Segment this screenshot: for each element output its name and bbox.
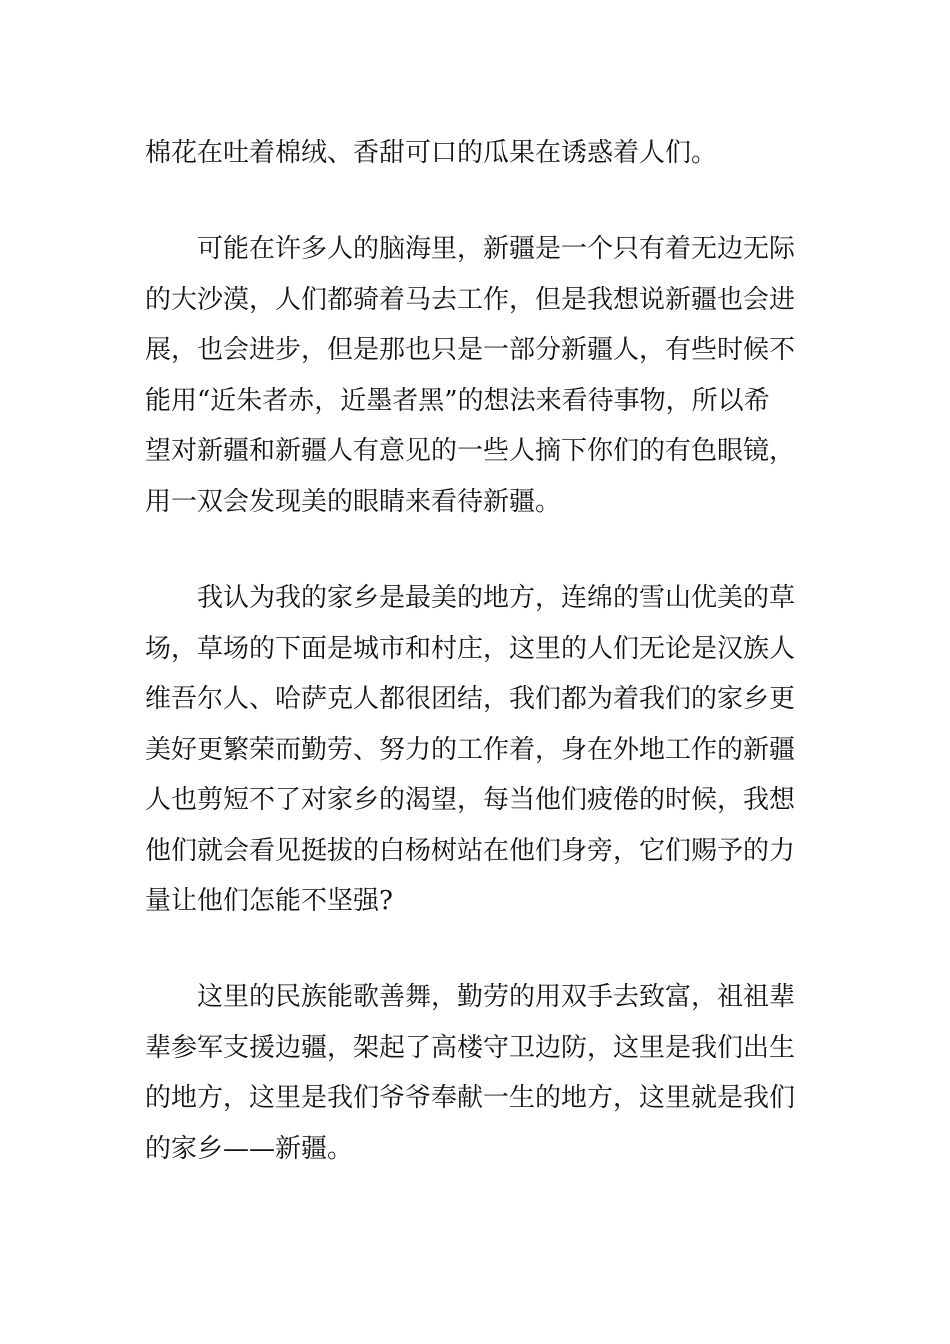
paragraph-line: 能用“近朱者赤，近墨者黑”的想法来看待事物，所以希 <box>145 385 770 416</box>
paragraph-4 <box>145 972 815 1174</box>
paragraph-line: 的家乡——新疆。 <box>145 1133 354 1164</box>
paragraph-line: 量让他们怎能不坚强? <box>145 886 393 916</box>
paragraph-line: 棉花在吐着棉绒、香甜可口的瓜果在诱惑着人们。 <box>145 138 718 168</box>
paragraph-line: 维吾尔人、哈萨克人都很团结，我们都为着我们的家乡更 <box>145 684 796 714</box>
paragraph-line: 望对新疆和新疆人有意见的一些人摘下你们的有色眼镜， <box>145 436 796 466</box>
paragraph-1 <box>145 128 815 179</box>
paragraph-line: 用一双会发现美的眼睛来看待新疆。 <box>145 486 562 517</box>
paragraph-2 <box>145 224 815 527</box>
paragraph-line: 他们就会看见挺拔的白杨树站在他们身旁，它们赐予的力 <box>145 835 796 866</box>
paragraph-line: 人也剪短不了对家乡的渴望，每当他们疲倦的时候，我想 <box>145 785 796 815</box>
paragraph-line: 辈参军支援边疆，架起了高楼守卫边防，这里是我们出生 <box>145 1032 796 1063</box>
paragraph-line: 的地方，这里是我们爷爷奉献一生的地方，这里就是我们 <box>145 1083 796 1113</box>
paragraph-line: 我认为我的家乡是最美的地方，连绵的雪山优美的草 <box>197 583 796 613</box>
paragraph-line: 场，草场的下面是城市和村庄，这里的人们无论是汉族人 <box>145 633 796 664</box>
paragraph-line: 这里的民族能歌善舞，勤劳的用双手去致富，祖祖辈 <box>197 982 796 1012</box>
paragraph-line: 可能在许多人的脑海里，新疆是一个只有着无边无际 <box>197 234 796 264</box>
paragraph-line: 的大沙漠，人们都骑着马去工作，但是我想说新疆也会进 <box>145 284 796 315</box>
paragraph-line: 展，也会进步，但是那也只是一部分新疆人，有些时候不 <box>145 335 796 365</box>
paragraph-line: 美好更繁荣而勤劳、努力的工作着，身在外地工作的新疆 <box>145 734 796 765</box>
paragraph-3 <box>145 573 815 927</box>
